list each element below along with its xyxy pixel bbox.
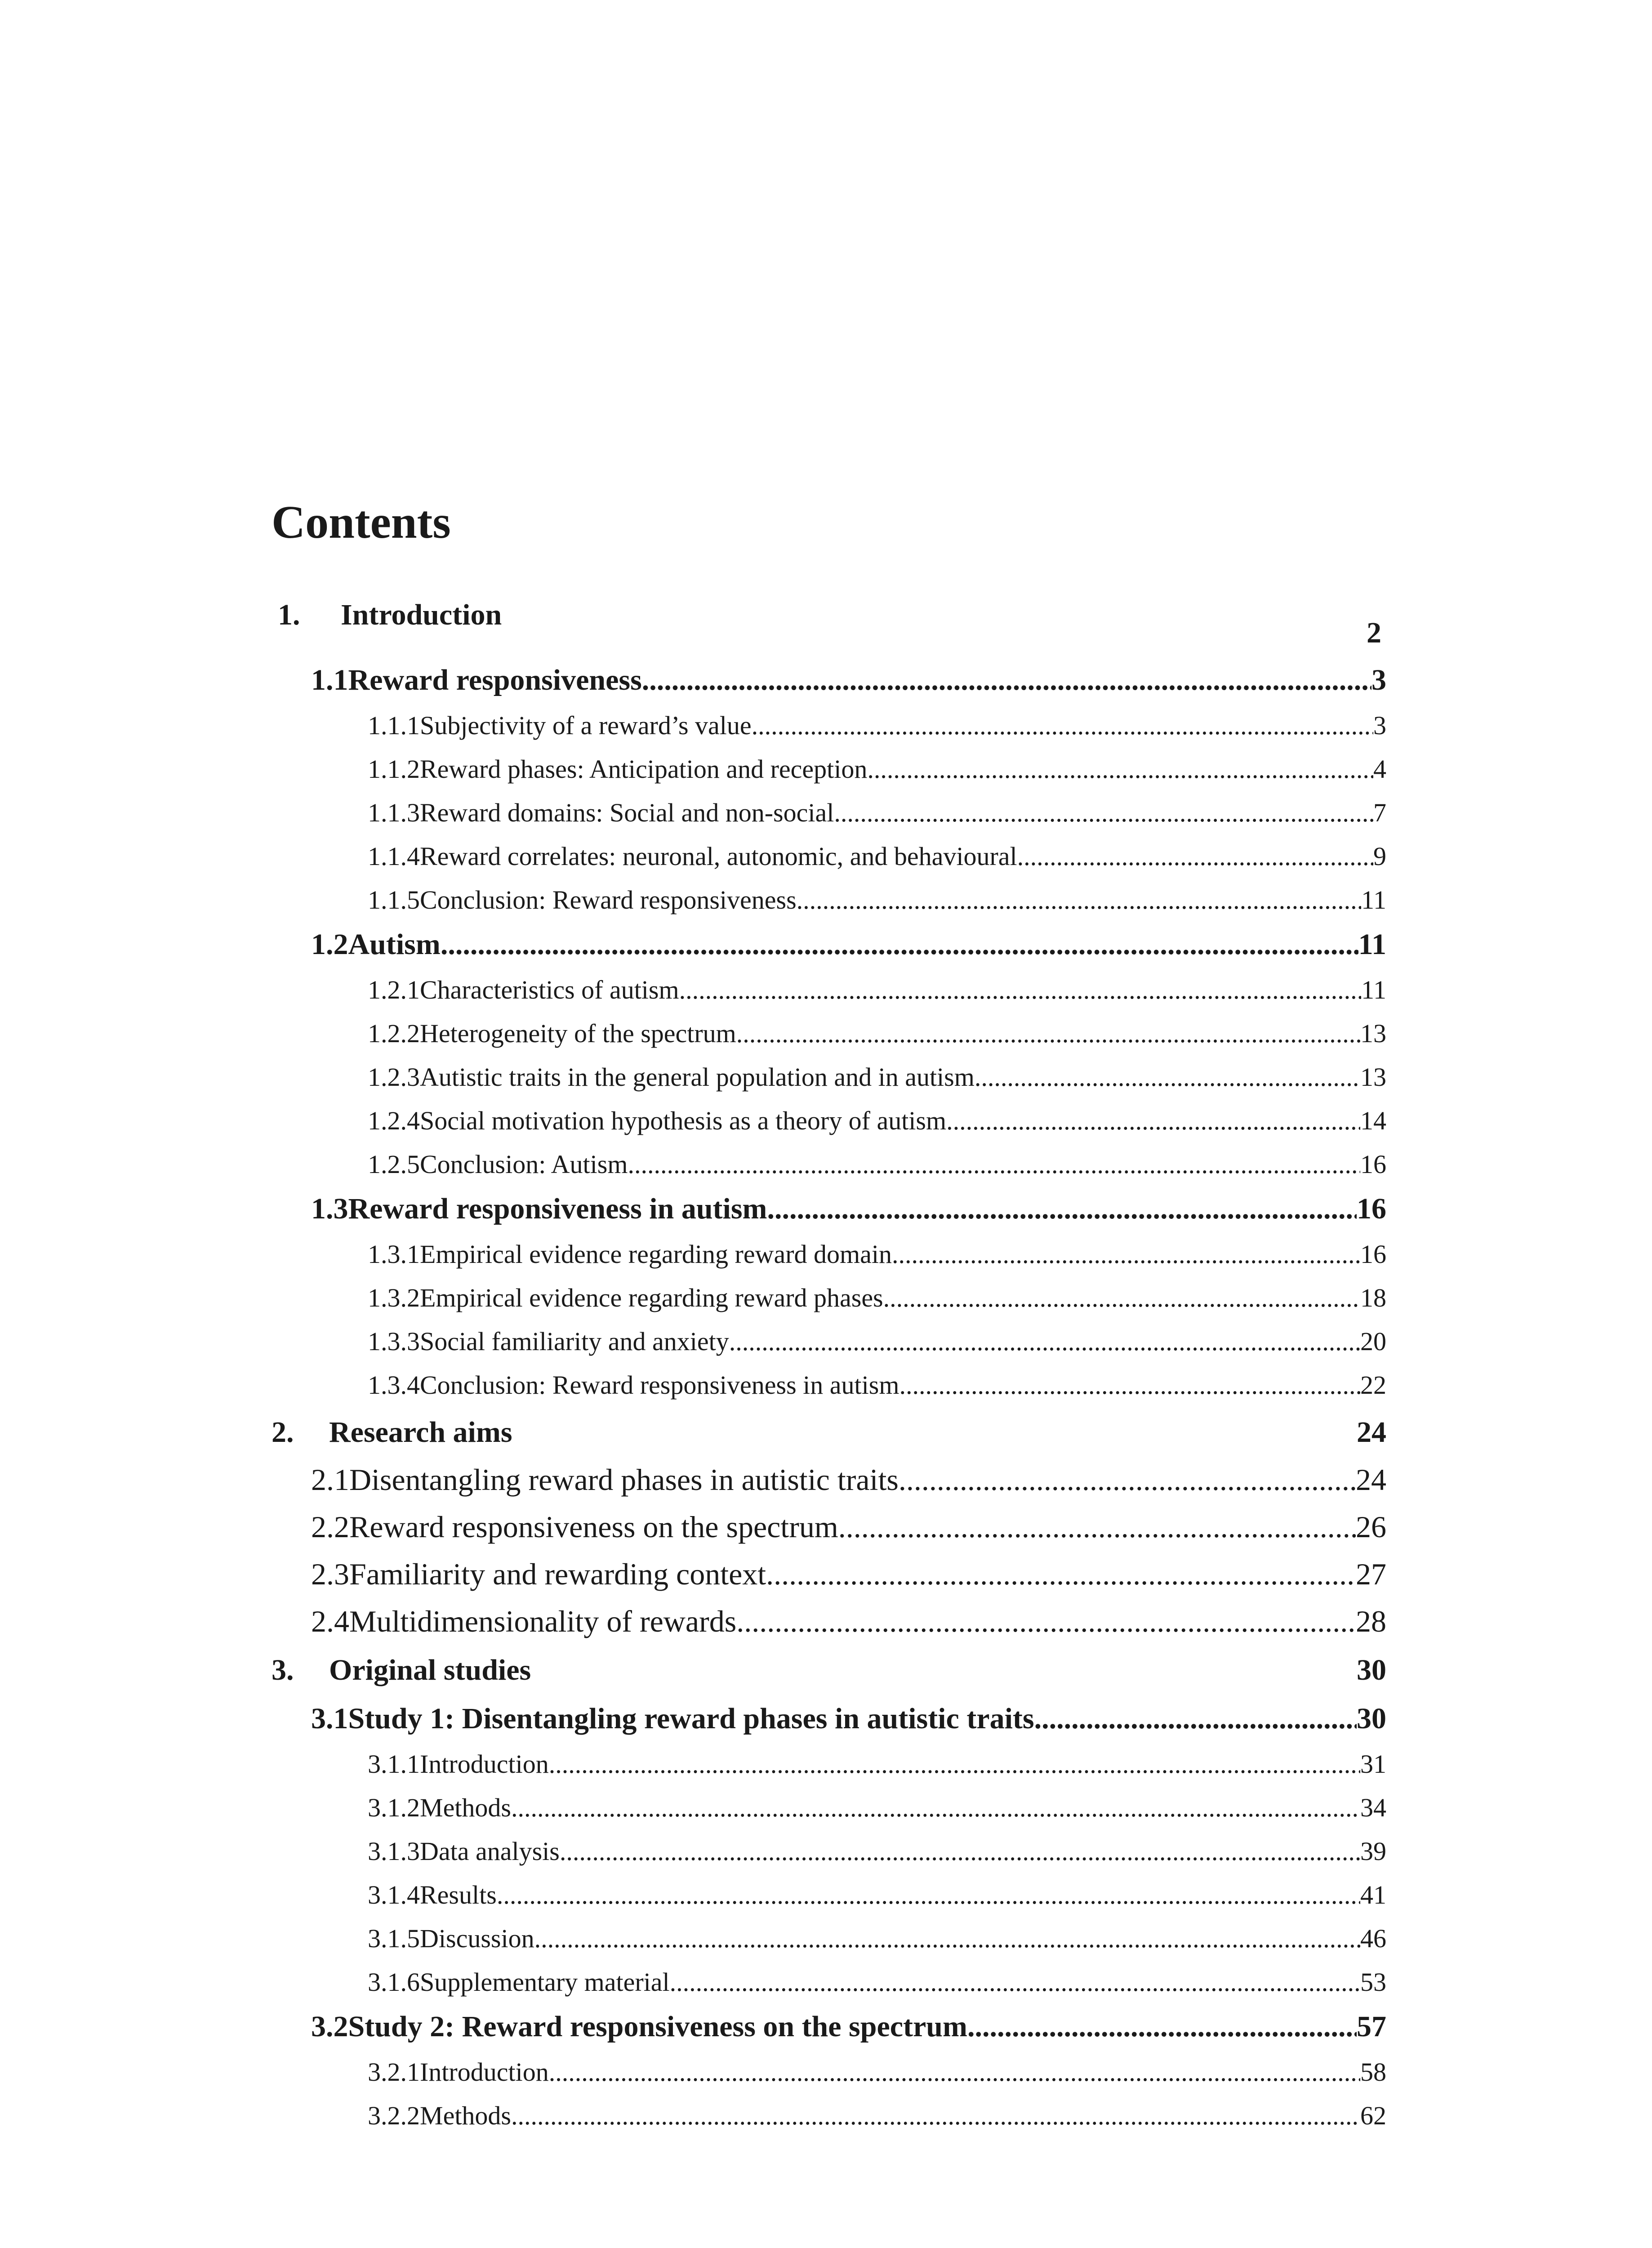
- toc-title: Conclusion: Autism: [420, 1150, 628, 1179]
- dot-leader: [767, 1192, 1357, 1226]
- toc-subsection[interactable]: [368, 1836, 1386, 1866]
- toc-title: Subjectivity of a reward’s value: [420, 711, 752, 740]
- dot-leader: [797, 885, 1361, 915]
- dot-leader: [975, 1062, 1360, 1092]
- dot-leader: [736, 1018, 1360, 1048]
- toc-title: Reward responsiveness in autism: [348, 1192, 767, 1225]
- toc-page-number: 22: [1360, 1370, 1386, 1400]
- dot-leader: [766, 1557, 1356, 1592]
- toc-title: Empirical evidence regarding reward domain: [420, 1240, 892, 1269]
- toc-title: Characteristics of autism: [420, 975, 679, 1004]
- toc-number: 1.2.1: [368, 975, 420, 1004]
- toc-subsection[interactable]: [368, 1239, 1386, 1269]
- toc-number: 1.1.4: [368, 842, 420, 871]
- dot-leader: [867, 754, 1373, 784]
- toc-subsection[interactable]: [368, 710, 1386, 740]
- toc-title: Autistic traits in the general population and in autism: [420, 1062, 975, 1092]
- dot-leader: [967, 2010, 1357, 2044]
- toc-title: Multidimensionality of rewards: [349, 1604, 737, 1638]
- toc-section[interactable]: [311, 1192, 1386, 1226]
- toc-number: 1.1.1: [368, 711, 420, 740]
- toc-page-number: 24: [1357, 1416, 1386, 1449]
- toc-number: 2.2: [311, 1510, 349, 1544]
- toc-title: Conclusion: Reward responsiveness in autism: [420, 1370, 899, 1400]
- dot-leader: [899, 1462, 1356, 1498]
- toc-subsection[interactable]: [368, 1326, 1386, 1356]
- dot-leader: [642, 663, 1371, 697]
- toc-page-number: 11: [1358, 928, 1386, 961]
- toc-page-number: 57: [1357, 2010, 1386, 2043]
- toc-number: 1.2: [311, 928, 348, 961]
- toc-section[interactable]: [311, 1509, 1386, 1545]
- toc-page-number: 11: [1361, 975, 1386, 1004]
- toc-number: 1.: [278, 598, 300, 631]
- toc-title: Data analysis: [420, 1837, 560, 1866]
- toc-title: Supplementary material: [420, 1967, 670, 1997]
- toc-page-number: 14: [1360, 1106, 1386, 1135]
- dot-leader: [1017, 841, 1373, 871]
- toc-number: 3.1.5: [368, 1924, 420, 1953]
- toc-page-number: 11: [1361, 885, 1386, 914]
- toc-subsection[interactable]: [368, 1749, 1386, 1779]
- toc-page-number: 26: [1356, 1510, 1386, 1544]
- toc-page-number: 18: [1360, 1283, 1386, 1312]
- toc-title: Reward responsiveness on the spectrum: [349, 1510, 838, 1544]
- dot-leader: [534, 1923, 1360, 1954]
- toc-title: Disentangling reward phases in autistic traits: [349, 1463, 899, 1497]
- toc-subsection[interactable]: [368, 1149, 1386, 1179]
- toc-number: 2.3: [311, 1557, 349, 1591]
- toc-number: 2.4: [311, 1604, 349, 1638]
- toc-page-number: 13: [1360, 1019, 1386, 1048]
- toc-subsection[interactable]: [368, 1106, 1386, 1136]
- toc-page-number: 41: [1360, 1880, 1386, 1909]
- dot-leader: [549, 2057, 1360, 2087]
- toc-section[interactable]: [311, 928, 1386, 962]
- toc-subsection[interactable]: [368, 841, 1386, 871]
- toc-page-number: 16: [1360, 1150, 1386, 1179]
- toc-subsection[interactable]: [368, 885, 1386, 915]
- toc-page-number: 27: [1356, 1557, 1386, 1591]
- toc-number: 3.2.1: [368, 2057, 420, 2087]
- toc-page-number: 62: [1360, 2101, 1386, 2130]
- toc-number: 3.1.4: [368, 1880, 420, 1909]
- toc-title: Original studies: [329, 1654, 531, 1686]
- toc-number: 1.1: [311, 664, 348, 696]
- toc-number: 3.2.2: [368, 2101, 420, 2130]
- toc-number: 3.1.3: [368, 1837, 420, 1866]
- toc-number: 1.3.2: [368, 1283, 420, 1312]
- toc-chapter-3[interactable]: [272, 1653, 1386, 1687]
- toc-number: 1.2.5: [368, 1150, 420, 1179]
- toc-title: Methods: [420, 2101, 511, 2130]
- toc-page-number: 30: [1357, 1702, 1386, 1735]
- toc-page-number: 4: [1373, 754, 1386, 784]
- toc-title: Introduction: [420, 2057, 549, 2087]
- toc-title: Introduction: [341, 598, 502, 631]
- toc-page-number: 28: [1356, 1604, 1386, 1638]
- toc-subsection[interactable]: [368, 1880, 1386, 1910]
- toc-title: Reward domains: Social and non-social: [420, 798, 834, 827]
- toc-title: Introduction: [420, 1749, 549, 1779]
- toc-number: 1.3: [311, 1192, 348, 1225]
- toc-number: 1.3.3: [368, 1327, 420, 1356]
- toc-title: Reward correlates: neuronal, autonomic, and behavioural: [420, 842, 1017, 871]
- dot-leader: [899, 1370, 1360, 1400]
- toc-number: 1.3.4: [368, 1370, 420, 1400]
- toc-section[interactable]: [311, 1702, 1386, 1736]
- toc-title: Conclusion: Reward responsiveness: [420, 885, 797, 914]
- toc-title: Reward phases: Anticipation and reception: [420, 754, 868, 784]
- toc-page-number: 3: [1373, 711, 1386, 740]
- toc-number: 1.2.3: [368, 1062, 420, 1092]
- toc-subsection[interactable]: [368, 2101, 1386, 2131]
- toc-title: Reward responsiveness: [348, 664, 642, 696]
- toc-number: 1.1.3: [368, 798, 420, 827]
- toc-subsection[interactable]: [368, 1793, 1386, 1823]
- toc-page-number: 39: [1360, 1837, 1386, 1866]
- toc-subsection[interactable]: [368, 754, 1386, 784]
- toc-title: Heterogeneity of the spectrum: [420, 1019, 736, 1048]
- toc-section[interactable]: [311, 2010, 1386, 2044]
- toc-number: 3.1.2: [368, 1793, 420, 1822]
- toc-chapter-1[interactable]: [272, 598, 1386, 632]
- toc-number: 1.2.4: [368, 1106, 420, 1135]
- toc-title: Discussion: [420, 1924, 534, 1953]
- toc-subsection[interactable]: [368, 1062, 1386, 1092]
- dot-leader: [946, 1106, 1360, 1136]
- toc-page-number: 16: [1360, 1240, 1386, 1269]
- toc-subsection[interactable]: [368, 1018, 1386, 1048]
- toc-section[interactable]: [311, 1604, 1386, 1639]
- toc-title: Empirical evidence regarding reward phases: [420, 1283, 883, 1312]
- toc-number: 1.1.5: [368, 885, 420, 914]
- toc-number: 1.2.2: [368, 1019, 420, 1048]
- toc-page-number: 3: [1371, 664, 1386, 696]
- dot-leader: [752, 710, 1373, 740]
- toc-page-number: 7: [1373, 798, 1386, 827]
- toc-number: 1.3.1: [368, 1240, 420, 1269]
- toc-title: Results: [420, 1880, 497, 1909]
- toc-number: 3.1: [311, 1702, 348, 1735]
- dot-leader: [497, 1880, 1360, 1910]
- toc-page-number: 16: [1357, 1192, 1386, 1225]
- dot-leader: [628, 1149, 1360, 1179]
- toc-number: 3.1.1: [368, 1749, 420, 1779]
- toc-number: 2.1: [311, 1463, 349, 1497]
- toc-title: Social motivation hypothesis as a theory of autism: [420, 1106, 947, 1135]
- dot-leader: [838, 1509, 1356, 1545]
- toc-title: Familiarity and rewarding context: [349, 1557, 766, 1591]
- toc-page-number: 34: [1360, 1793, 1386, 1822]
- toc-subsection[interactable]: [368, 2057, 1386, 2087]
- toc-page-number: 13: [1360, 1062, 1386, 1092]
- toc-section[interactable]: [311, 663, 1386, 697]
- dot-leader: [670, 1967, 1360, 1997]
- dot-leader: [549, 1749, 1360, 1779]
- toc-page-number: 53: [1360, 1967, 1386, 1997]
- toc-subsection[interactable]: [368, 1923, 1386, 1954]
- toc-title: Social familiarity and anxiety: [420, 1327, 729, 1356]
- dot-leader: [834, 798, 1373, 828]
- toc-subsection[interactable]: [368, 1370, 1386, 1400]
- toc-page-number: 9: [1373, 842, 1386, 871]
- toc-title: Study 2: Reward responsiveness on the spectrum: [348, 2010, 967, 2043]
- dot-leader: [511, 1793, 1360, 1823]
- dot-leader: [679, 975, 1362, 1005]
- dot-leader: [511, 2101, 1360, 2131]
- toc-chapter-2[interactable]: [272, 1415, 1386, 1450]
- toc-number: 3.2: [311, 2010, 348, 2043]
- toc-page-number: 31: [1360, 1749, 1386, 1779]
- toc-title: Study 1: Disentangling reward phases in autistic traits: [348, 1702, 1034, 1735]
- dot-leader: [883, 1283, 1360, 1313]
- toc-page-number: 2: [1367, 616, 1381, 649]
- dot-leader: [560, 1836, 1360, 1866]
- toc-subsection[interactable]: [368, 1283, 1386, 1313]
- toc-page-number: 46: [1360, 1924, 1386, 1953]
- toc-page-number: 20: [1360, 1327, 1386, 1356]
- page-title: Contents: [272, 496, 451, 548]
- dot-leader: [736, 1604, 1356, 1639]
- toc-section[interactable]: [311, 1462, 1386, 1498]
- toc-number: 1.1.2: [368, 754, 420, 784]
- toc-title: Methods: [420, 1793, 511, 1822]
- dot-leader: [441, 928, 1358, 962]
- toc-number: 3.: [272, 1654, 294, 1686]
- toc-number: 3.1.6: [368, 1967, 420, 1997]
- dot-leader: [729, 1326, 1360, 1356]
- dot-leader: [1034, 1702, 1357, 1736]
- toc-number: 2.: [272, 1416, 294, 1449]
- toc-title: Research aims: [329, 1416, 512, 1449]
- toc-subsection[interactable]: [368, 975, 1386, 1005]
- toc-title: Autism: [348, 928, 441, 961]
- toc-subsection[interactable]: [368, 798, 1386, 828]
- toc-section[interactable]: [311, 1557, 1386, 1592]
- toc-page-number: 24: [1356, 1463, 1386, 1497]
- toc-subsection[interactable]: [368, 1967, 1386, 1997]
- toc-page-number: 30: [1357, 1654, 1386, 1686]
- dot-leader: [892, 1239, 1360, 1269]
- toc-page-number: 58: [1360, 2057, 1386, 2087]
